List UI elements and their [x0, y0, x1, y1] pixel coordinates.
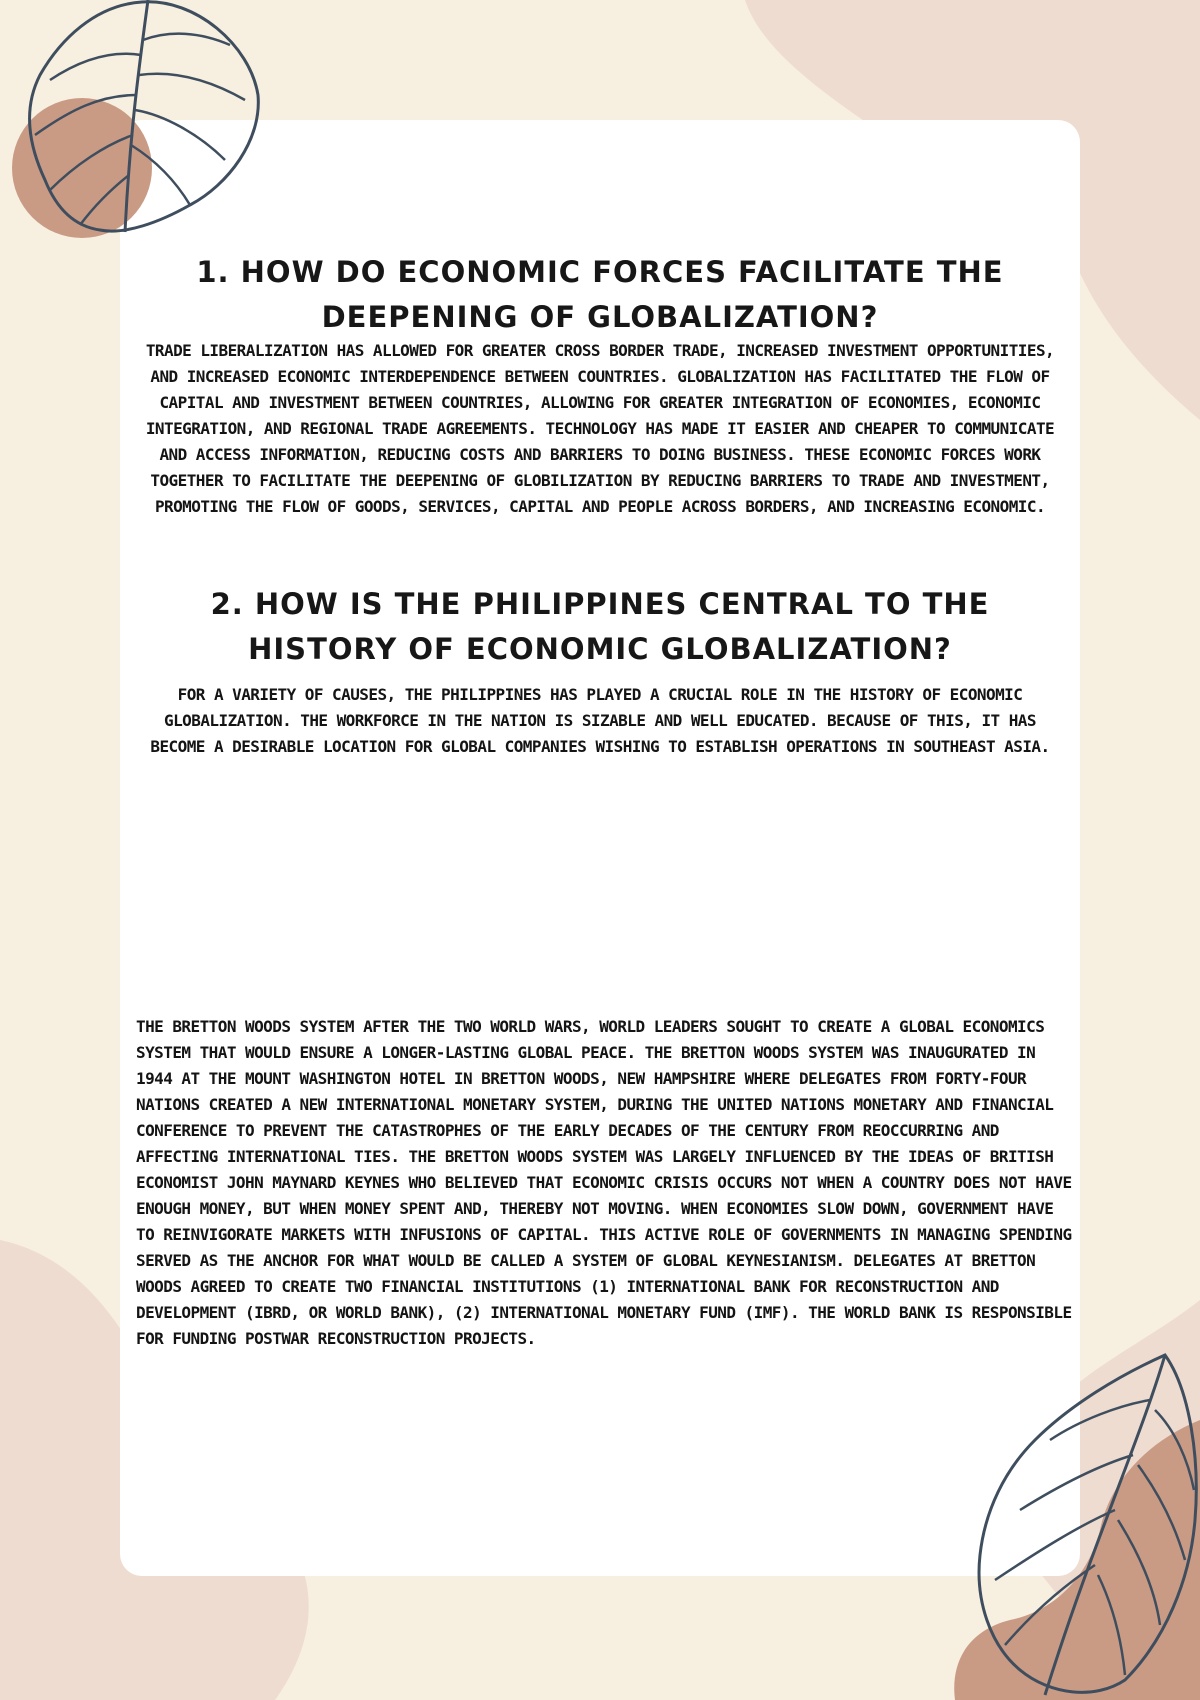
section-2-body: FOR A VARIETY OF CAUSES, THE PHILIPPINES HAS PLAYED A CRUCIAL ROLE IN THE HISTORY OF ECONOMIC GLOBALIZATION. THE WORKFORCE IN THE NATION IS SIZABLE AND WELL EDUCATED. BECAUSE OF THIS, IT HAS BECOME A DESIRABLE LOCATION FOR GLOBAL COMPANIES WISHING TO ESTABLISH OPERATIONS IN SOUTHEAST ASIA.: [150, 685, 1050, 756]
section-1-heading: 1. HOW DO ECONOMIC FORCES FACILITATE THE DEEPENING OF GLOBALIZATION?: [196, 255, 1004, 334]
bretton-woods-paragraph: THE BRETTON WOODS SYSTEM AFTER THE TWO WORLD WARS, WORLD LEADERS SOUGHT TO CREATE A GLOBAL ECONOMICS SYSTEM THAT WOULD ENSURE A LONGER-LASTING GLOBAL PEACE. THE BRETTON WOODS SYSTEM WAS INAUGURATED IN 1944 AT THE MOUNT WASHINGTON HOTEL IN BRETTON WOODS, NEW HAMPSHIRE WHERE DELEGATES FROM FORTY-FOUR NATIONS CREATED A NEW INTERNATIONAL MONETARY SYSTEM, DURING THE UNITED NATIONS MONETARY AND FINANCIAL CONFERENCE TO PREVENT THE CATASTROPHES OF THE EARLY DECADES OF THE CENTURY FROM REOCCURRING AND AFFECTING INTERNATIONAL TIES. THE BRETTON WOODS SYSTEM WAS LARGELY INFLUENCED BY THE IDEAS OF BRITISH ECONOMIST JOHN MAYNARD KEYNES WHO BELIEVED THAT ECONOMIC CRISIS OCCURS NOT WHEN A COUNTRY DOES NOT HAVE ENOUGH MONEY, BUT WHEN MONEY SPENT AND, THEREBY NOT MOVING. WHEN ECONOMIES SLOW DOWN, GOVERNMENT HAVE TO REINVIGORATE MARKETS WITH INFUSIONS OF CAPITAL. THIS ACTIVE ROLE OF GOVERNMENTS IN MANAGING SPENDING SERVED AS THE ANCHOR FOR WHAT WOULD BE CALLED A SYSTEM OF GLOBAL KEYNESIANISM. DELEGATES AT BRETTON WOODS AGREED TO CREATE TWO FINANCIAL INSTITUTIONS (1) INTERNATIONAL BANK FOR RECONSTRUCTION AND DEVELOPMENT (IBRD, OR WORLD BANK), (2) INTERNATIONAL MONETARY FUND (IMF). THE WORLD BANK IS RESPONSIBLE FOR FUNDING POSTWAR RECONSTRUCTION PROJECTS.: [136, 1017, 1072, 1348]
section-1-body: TRADE LIBERALIZATION HAS ALLOWED FOR GREATER CROSS BORDER TRADE, INCREASED INVESTMENT OPPORTUNITIES, AND INCREASED ECONOMIC INTERDEPENDENCE BETWEEN COUNTRIES. GLOBALIZATION HAS FACILITATED THE FLOW OF CAPITAL AND INVESTMENT BETWEEN COUNTRIES, ALLOWING FOR GREATER INTEGRATION OF ECONOMIES, ECONOMIC INTEGRATION, AND REGIONAL TRADE AGREEMENTS. TECHNOLOGY HAS MADE IT EASIER AND CHEAPER TO COMMUNICATE AND ACCESS INFORMATION, REDUCING COSTS AND BARRIERS TO DOING BUSINESS. THESE ECONOMIC FORCES WORK TOGETHER TO FACILITATE THE DEEPENING OF GLOBILIZATION BY REDUCING BARRIERS TO TRADE AND INVESTMENT, PROMOTING THE FLOW OF GOODS, SERVICES, CAPITAL AND PEOPLE ACROSS BORDERS, AND INCREASING ECONOMIC.: [145, 341, 1055, 516]
section-2-heading: 2. HOW IS THE PHILIPPINES CENTRAL TO THE HISTORY OF ECONOMIC GLOBALIZATION?: [210, 587, 990, 666]
document-content: [120, 120, 1080, 1576]
